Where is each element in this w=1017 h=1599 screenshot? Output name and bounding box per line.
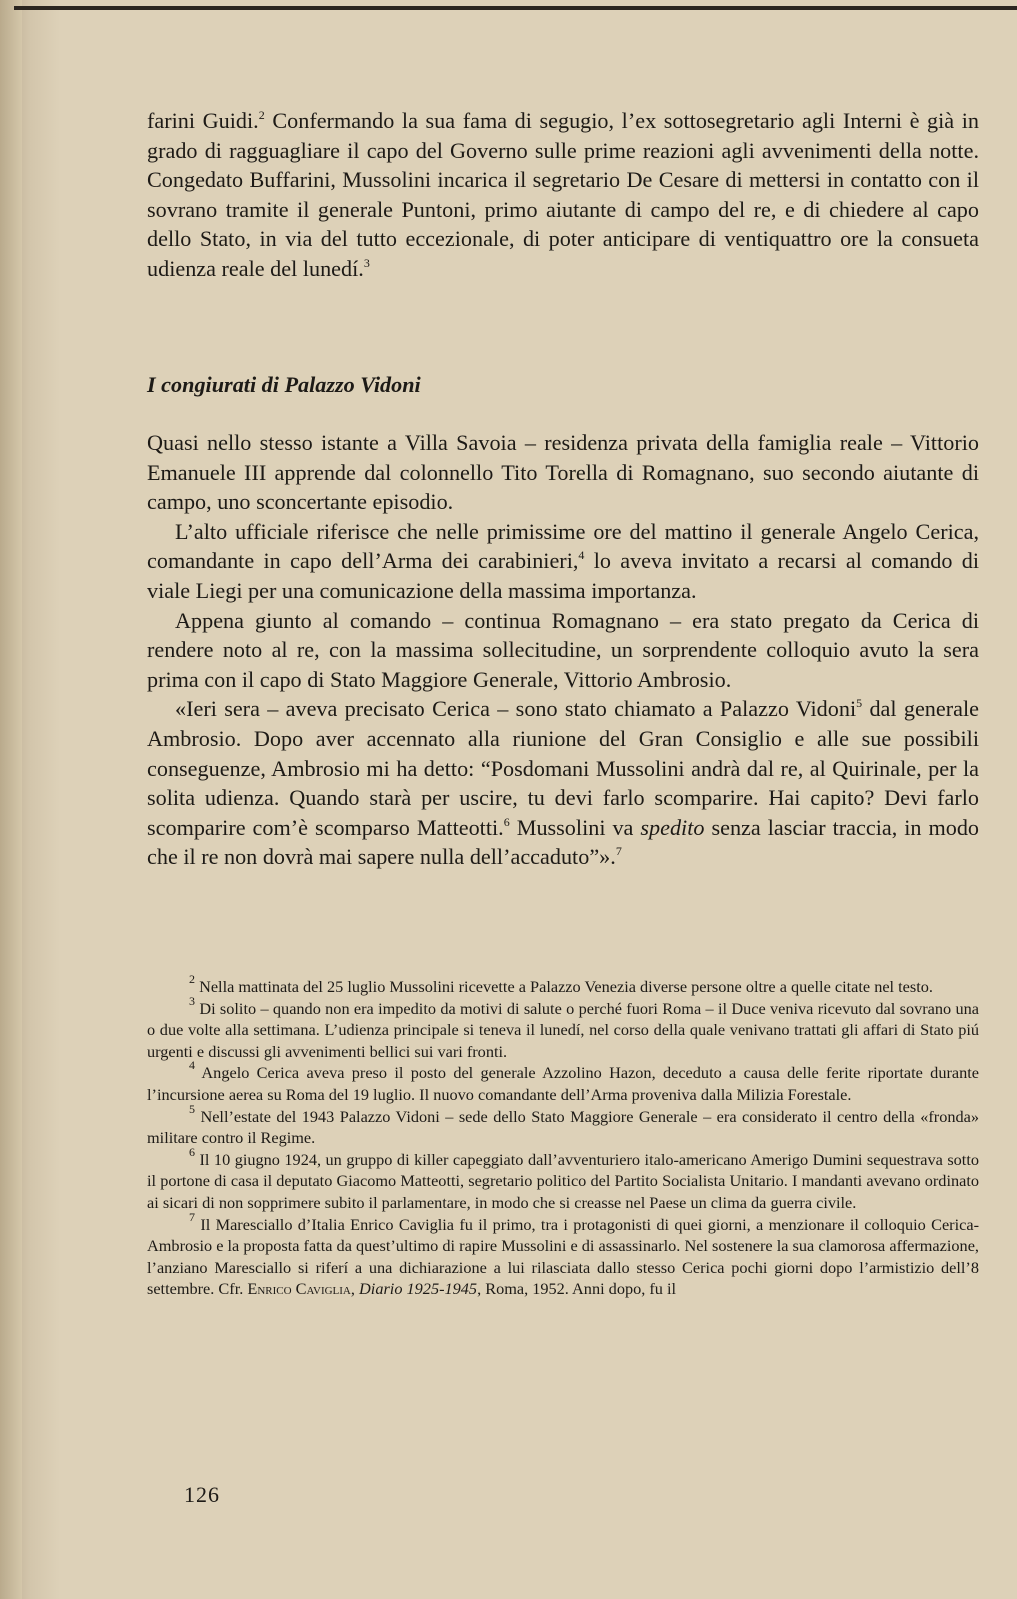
section-paragraph-2: [147, 517, 979, 606]
footnote-ref-6: 6: [503, 814, 510, 829]
footnotes: [147, 972, 979, 1300]
footnote-4-text: Angelo Cerica aveva preso il posto del generale Azzolino Hazon, deceduto a causa delle ferite riportate durante l’incursione aerea su Roma del 19 luglio. Il nuovo comandante dell’Arma proveniva dalla Milizia Forestale.: [147, 1063, 979, 1104]
footnote-2-text: Nella mattinata del 25 luglio Mussolini ricevette a Palazzo Venezia diverse persone oltre a quelle citate nel testo.: [195, 977, 933, 996]
footnote-6-text: Il 10 giugno 1924, un gruppo di killer capeggiato dall’avventuriero italo-americano Amerigo Dumini sequestrava sotto il portone di casa il deputato Giacomo Matteotti, segretario politico del Partito Socialista Unitario. I mandanti avevano ordinato ai sicari di non sopprimere subito il parlamentare, in modo che si creasse nel Paese un clima da guerra civile.: [147, 1149, 979, 1212]
page-content: [147, 106, 980, 1299]
footnote-7-number: 7: [189, 1209, 195, 1224]
footnote-2: [147, 972, 979, 998]
section-paragraph-4: [147, 694, 979, 872]
section-paragraph-1: Quasi nello stesso istante a Villa Savoia – residenza privata della famiglia reale – Vittorio Emanuele III apprende dal colonnello Tito Torella di Romagnano, suo secondo aiutante di campo, uno sconcertante episodio.: [147, 430, 979, 515]
paragraph-4-italic-word: spedito: [640, 814, 705, 840]
footnote-ref-3: 3: [363, 255, 370, 270]
footnote-7-text-c: , Roma, 1952. Anni dopo, fu il: [477, 1279, 677, 1299]
paragraph-2-text-a: L’alto ufficiale riferisce che nelle primissime ore del mattino il generale Angelo Cerica, comandante in capo dell’Arma dei carabinieri,: [147, 518, 979, 574]
footnote-7: [147, 1209, 979, 1300]
opening-text-a: farini Guidi.: [147, 108, 259, 133]
page-binding-edge: [0, 0, 22, 1599]
footnote-7-title: Diario 1925-1945: [359, 1279, 478, 1299]
footnote-6: [147, 1144, 979, 1214]
page-number: 126: [184, 1482, 220, 1507]
top-rule: [14, 6, 1017, 10]
footnote-7-text-a: Il Maresciallo d’Italia Enrico Caviglia fu il primo, tra i protagonisti di quei giorni, a menzionare il colloquio Cerica-Ambrosio e la proposta fatta da quest’ultimo di rapire Mussolini e di assassinarlo. Nel sostenere la sua clamorosa affermazione, l’anziano Maresciallo si riferí a una dichiarazione a lui rilasciata dallo stesso Cerica pochi giorni dopo l’armistizio dell’8 settembre. Cfr.: [147, 1214, 979, 1299]
footnote-4: [147, 1058, 979, 1105]
footnote-2-number: 2: [189, 972, 195, 986]
section-heading: I congiurati di Palazzo Vidoni: [147, 372, 421, 397]
footnote-ref-5: 5: [856, 696, 863, 711]
footnote-ref-2: 2: [258, 108, 265, 122]
footnote-ref-4: 4: [578, 548, 585, 563]
footnote-7-author: Enrico Caviglia: [247, 1279, 351, 1299]
section-paragraph-3: Appena giunto al comando – continua Romagnano – era stato pregato da Cerica di rendere noto al re, con la massima sollecitudine, un sorprendente colloquio avuto la sera prima con il capo di Stato Maggiore Generale, Vittorio Ambrosio.: [147, 607, 979, 692]
footnote-3-number: 3: [189, 993, 195, 1008]
opening-paragraph: [147, 106, 979, 284]
paragraph-4-text-a: «Ieri sera – aveva precisato Cerica – sono stato chiamato a Palazzo Vidoni: [175, 696, 857, 722]
paragraph-4-text-b: dal generale Ambrosio. Dopo aver accennato alla riunione del Gran Consiglio e alle sue possibili conseguenze, Ambrosio mi ha detto: “Posdomani Mussolini andrà dal re, al Quirinale, per la solita udienza. Quando starà per uscire, tu devi farlo scomparire. Hai capito? Devi farlo scomparire com’è scomparso Matteotti.: [147, 696, 979, 840]
footnote-5: [147, 1101, 979, 1149]
footnote-6-number: 6: [189, 1144, 195, 1159]
opening-text-b: Confermando la sua fama di segugio, l’ex sottosegretario agli Interni è già in grado di ragguagliare il capo del Governo sulle prime reazioni agli avvenimenti della notte. Congedato Buffarini, Mussolini incarica il segretario De Cesare di mettersi in contatto con il sovrano tramite il generale Puntoni, primo aiutante di campo del re, e di chiedere al capo dello Stato, in via del tutto eccezionale, di poter anticipare di ventiquattro ore la consueta udienza reale del lunedí.: [147, 108, 979, 281]
paragraph-4-text-d: senza lasciar traccia, in modo che il re non dovrà mai sapere nulla dell’accaduto”».: [147, 814, 980, 870]
footnote-4-number: 4: [189, 1058, 195, 1073]
footnote-5-text: Nell’estate del 1943 Palazzo Vidoni – sede dello Stato Maggiore Generale – era considerato il centro della «fronda» militare contro il Regime.: [147, 1106, 979, 1148]
footnote-3: [147, 993, 979, 1063]
footnote-7-text-b: ,: [350, 1279, 360, 1299]
footnote-5-number: 5: [189, 1101, 195, 1116]
section-body: [147, 428, 979, 872]
footnote-3-text: Di solito – quando non era impedito da motivi di salute o perché fuori Roma – il Duce veniva ricevuto dal sovrano una o due volte alla settimana. L’udienza principale si teneva il lunedí, nel corso della quale venivano trattati gli affari di Stato piú urgenti e discussi gli avvenimenti bellici sui vari fronti.: [147, 998, 979, 1061]
paragraph-4-text-c: Mussolini va: [509, 814, 641, 840]
paragraph-2-text-b: lo aveva invitato a recarsi al comando di viale Liegi per una comunicazione della massima importanza.: [147, 548, 980, 603]
footnote-ref-7: 7: [615, 844, 622, 859]
